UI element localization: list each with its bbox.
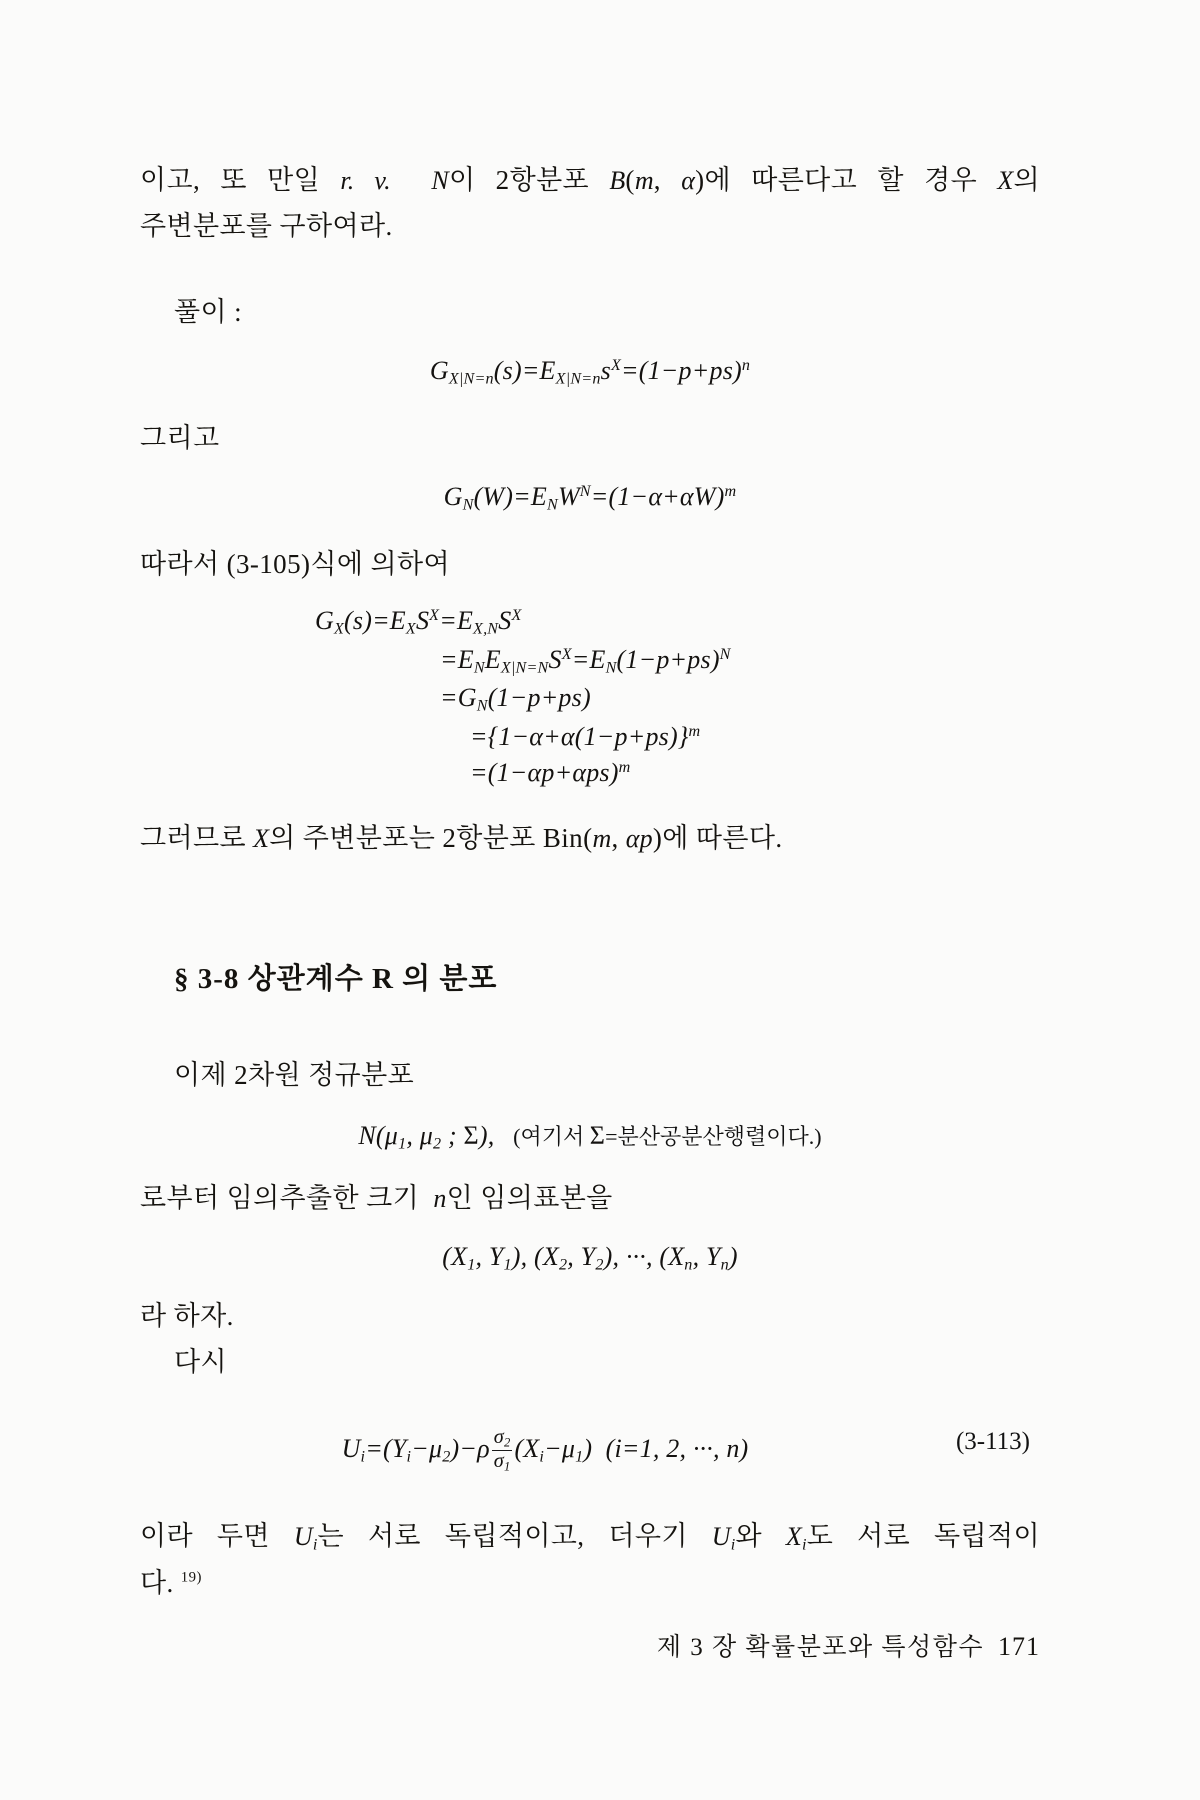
equation-3-line-3: $=G_N(1-p+ps)$ xyxy=(440,683,591,715)
paragraph-line: 주변분포를 구하여라. xyxy=(140,210,393,241)
paragraph-again: 다시 xyxy=(174,1347,227,1378)
paragraph-opening xyxy=(140,160,1040,248)
equation-6-number: (3-113) xyxy=(955,1427,1030,1455)
connector-therefore: 따라서 (3-105)식에 의하여 xyxy=(140,549,450,580)
equation-4: $N(\mu_1$, $\mu_2$ ; Σ), (여기서 Σ=분산공분산행렬이다.) xyxy=(358,1121,822,1153)
paragraph-sample: 로부터 임의추출한 크기 n인 임의표본을 xyxy=(140,1182,613,1213)
equation-5: ($X_1$, $Y_1$), ($X_2$, $Y_2$), ···, ($X_n$, $Y_n$) xyxy=(442,1241,738,1274)
equation-6: $U_i=(Y_i-\mu_2)-\rho$ $\frac{\sigma_2}{\sigma_1}$ $(X_i-\mu_1)$ (i=1, 2, ···, n) xyxy=(341,1425,749,1474)
paragraph-conclusion: 그러므로 X의 주변분포는 2항분포 Bin(m, αp)에 따른다. xyxy=(140,822,783,853)
equation-3-line-2: $=E_NE_{X|N=N}S^X=E_N(1-p+ps)^N$ xyxy=(440,644,731,677)
connector-and: 그리고 xyxy=(140,423,220,454)
equation-3-line-5: $=(1-\alpha p+\alpha ps)^m$ xyxy=(470,757,631,787)
paragraph-line: 다. $^{19)}$ xyxy=(140,1567,202,1598)
equation-3-line-4: $=\{1-\alpha+\alpha(1-p+ps)\}^m$ xyxy=(470,721,701,751)
equation-6-row xyxy=(140,1425,1040,1474)
page-footer xyxy=(140,1627,1040,1663)
equation-3-line-1: $G_X(s)=E_XS^X=E_{X,N}S^X$ xyxy=(315,606,522,638)
footer-chapter: 제 3 장 확률분포와 특성함수 xyxy=(656,1634,984,1661)
equation-3-block xyxy=(140,606,1040,788)
equation-1: $G_{X|N=n}(s)=E_{X|N=n}s^X=(1-p+ps)^n$ xyxy=(429,355,751,388)
solution-label: 풀이 : xyxy=(174,296,243,327)
page-number: 171 xyxy=(998,1632,1040,1661)
paragraph-intro: 이제 2차원 정규분포 xyxy=(174,1059,415,1090)
paragraph-let: 라 하자. xyxy=(140,1301,234,1332)
paragraph-line: 이고, 또 만일 r. v. N이 2항분포 B(m, α)에 따른다고 할 경우 X의 xyxy=(140,165,1040,195)
paragraph-closing xyxy=(140,1516,1040,1604)
equation-2: $G_N(W)=E_NW^N=(1-\alpha+\alpha W)^m$ xyxy=(443,481,737,514)
page-content xyxy=(140,160,1040,1609)
paragraph-line: 이라 두면 $U_i$는 서로 독립적이고, 더우기 $U_i$와 $X_i$도 서로 독립적이 xyxy=(140,1521,1040,1554)
section-heading: § 3-8 상관계수 R 의 분포 xyxy=(174,962,498,995)
